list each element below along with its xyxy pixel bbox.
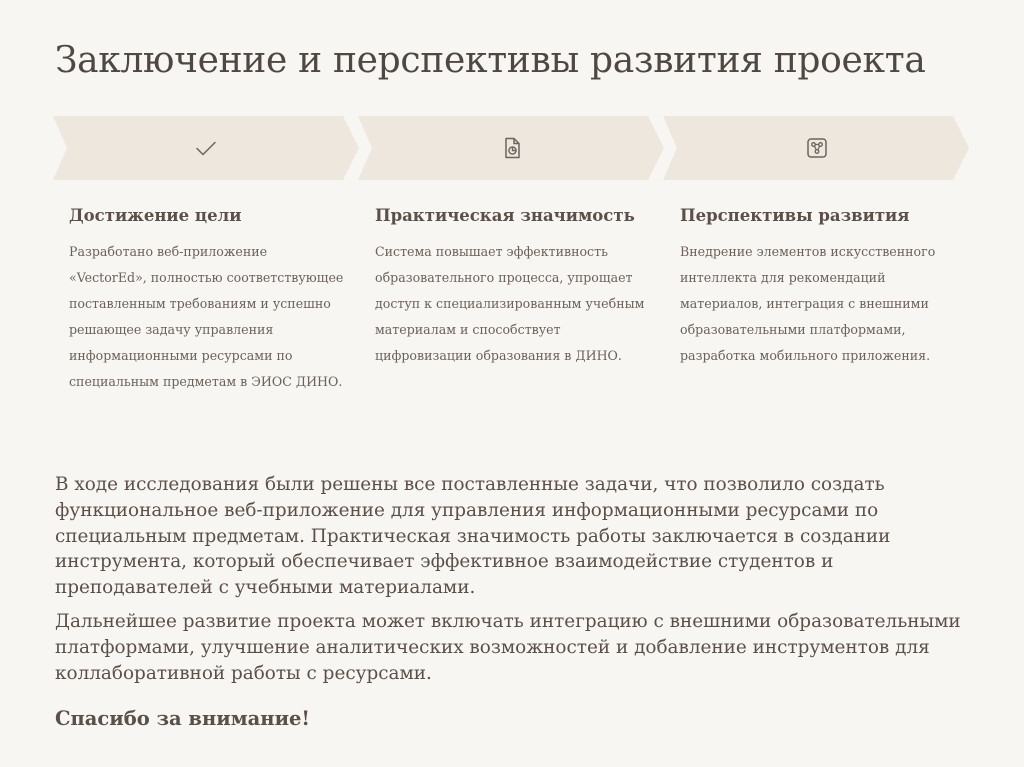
summary-text: [55, 472, 980, 694]
network-icon: [805, 136, 829, 160]
document-chart-icon: [500, 136, 524, 160]
summary-paragraph: В ходе исследования были решены все поставленные задачи, что позволило создать функциональное веб-приложение для управления информационными ресурсами по специальным предметам. Практическая значимость работы заключается в создании инструмента, который обеспечивает эффективное взаимодействие студентов и преподавателей с учебными материалами.: [55, 474, 891, 599]
page-title: Заключение и перспективы развития проекта: [55, 40, 926, 81]
column-heading: Практическая значимость: [375, 206, 635, 225]
column-goal: [69, 205, 344, 394]
column-text: Система повышает эффективность образовательного процесса, упрощает доступ к специализированным учебным материалам и способствует цифровизации образования в ДИНО.: [375, 244, 645, 363]
chevron-step-3: [663, 116, 969, 180]
column-prospects: [680, 205, 955, 369]
column-heading: Достижение цели: [69, 206, 242, 225]
column-heading: Перспективы развития: [680, 206, 910, 225]
process-chevrons: [0, 0, 1024, 200]
column-text: Разработано веб-приложение «VectorEd», полностью соответствующее поставленным требованиям и успешно решающее задачу управления информационными ресурсами по специальным предметам в ЭИОС ДИНО.: [69, 244, 344, 389]
column-text: Внедрение элементов искусственного интеллекта для рекомендаций материалов, интеграция с внешними образовательными платформами, разработка мобильного приложения.: [680, 244, 936, 363]
summary-paragraph: Дальнейшее развитие проекта может включать интеграцию с внешними образовательными платформами, улучшение аналитических возможностей и добавление инструментов для коллаборативной работы с ресурсами.: [55, 610, 961, 684]
chevron-step-1: [53, 116, 359, 180]
column-significance: [375, 205, 650, 369]
chevron-step-2: [358, 116, 664, 180]
check-icon: [194, 136, 218, 160]
closing-text: Спасибо за внимание!: [55, 707, 310, 730]
